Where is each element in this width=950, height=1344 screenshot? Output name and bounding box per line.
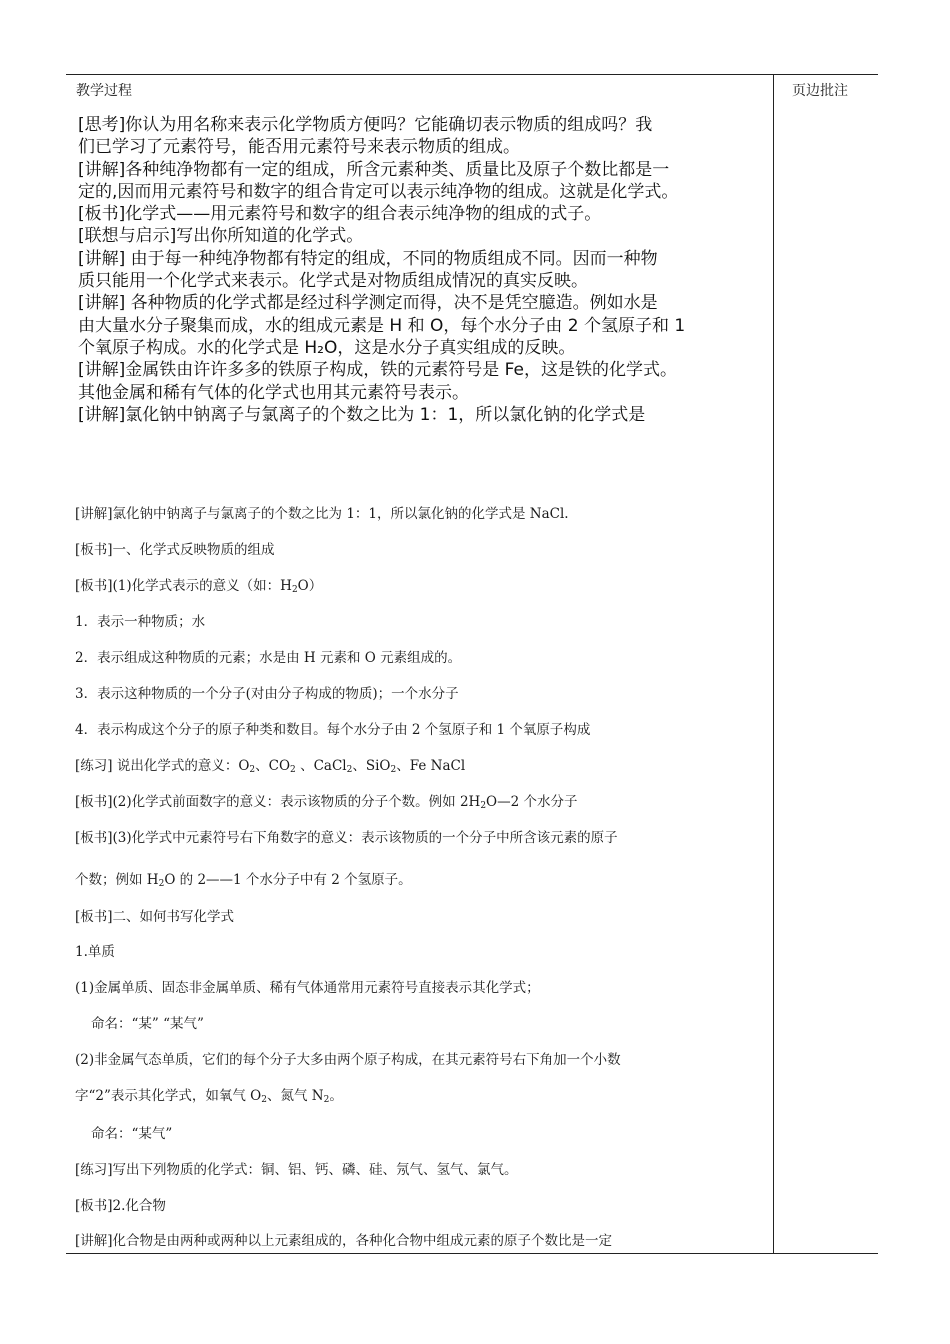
scanned-line: 个氧原子构成。水的化学式是 H₂O，这是水分子真实组成的反映。 <box>78 337 576 358</box>
body-line: 1．表示一种物质；水 <box>75 614 206 630</box>
scanned-line: [讲解]金属铁由许许多多的铁原子构成，铁的元素符号是 Fe，这是铁的化学式。 <box>78 360 677 381</box>
body-line: [板书]二、如何书写化学式 <box>75 909 235 925</box>
scanned-line: 其他金属和稀有气体的化学式也用其元素符号表示。 <box>78 382 469 403</box>
body-line: 4．表示构成这个分子的原子种类和数目。每个水分子由 2 个氢原子和 1 个氧原子构成 <box>75 722 591 738</box>
body-line: 2．表示组成这种物质的元素；水是由 H 元素和 O 元素组成的。 <box>75 650 462 666</box>
scanned-line: [讲解]氯化钠中钠离子与氯离子的个数之比为 1：1，所以氯化钠的化学式是 <box>78 404 646 425</box>
body-line: (1)金属单质、固态非金属单质、稀有气体通常用元素符号直接表示其化学式； <box>75 980 540 996</box>
body-line: 1.单质 <box>75 944 115 960</box>
body-line: [板书]一、化学式反映物质的组成 <box>75 542 275 558</box>
body-line: 命名：“某” “某气” <box>91 1016 204 1032</box>
scanned-line: 定的,因而用元素符号和数字的组合肯定可以表示纯净物的组成。这就是化学式。 <box>78 181 679 202</box>
scanned-text-block <box>78 114 768 426</box>
body-line: [板书](1)化学式表示的意义（如：$H_2O$） <box>75 578 323 595</box>
body-line: [讲解]化合物是由两种或两种以上元素组成的，各种化合物中组成元素的原子个数比是一定 <box>75 1233 613 1249</box>
body-line: [练习]写出下列物质的化学式：铜、铝、钙、磷、硅、氖气、氢气、氯气。 <box>75 1162 518 1178</box>
body-line: [板书](3)化学式中元素符号右下角数字的意义：表示该物质的一个分子中所含该元素的原子 <box>75 830 618 846</box>
body-line: [板书](2)化学式前面数字的意义：表示该物质的分子个数。例如 $2H_2O—2$ 个水分子 <box>75 794 578 811</box>
column-header-teaching-process: 教学过程 <box>76 83 132 99</box>
scanned-line: [思考]你认为用名称来表示化学物质方便吗？它能确切表示物质的组成吗？我 <box>78 115 653 135</box>
column-divider <box>773 74 774 1254</box>
column-header-margin-notes: 页边批注 <box>792 83 848 99</box>
body-line: 命名：“某气” <box>91 1126 173 1142</box>
body-line: [板书]2.化合物 <box>75 1198 166 1214</box>
scanned-line: [讲解]各种纯净物都有一定的组成，所含元素种类、质量比及原子个数比都是一 <box>78 159 670 180</box>
body-line: 个数；例如 $H_2O$ 的 2——1 个水分子中有 2 个氢原子。 <box>75 872 412 889</box>
scanned-line: 们已学习了元素符号，能否用元素符号来表示物质的组成。 <box>78 137 520 158</box>
table-bottom-rule <box>66 1253 878 1254</box>
body-line: (2)非金属气态单质，它们的每个分子大多由两个原子构成，在其元素符号右下角加一个小数 <box>75 1052 621 1068</box>
scanned-line: 质只能用一个化学式来表示。化学式是对物质组成情况的真实反映。 <box>78 271 588 292</box>
scanned-line: [讲解] 由于每一种纯净物都有特定的组成，不同的物质组成不同。因而一种物 <box>78 248 658 269</box>
body-line: [讲解]氯化钠中钠离子与氯离子的个数之比为 1：1，所以氯化钠的化学式是 NaCl. <box>75 506 569 522</box>
table-top-rule <box>66 74 878 75</box>
scanned-line: 由大量水分子聚集而成，水的组成元素是 H 和 O，每个水分子由 2 个氢原子和 1 <box>78 315 686 336</box>
body-line: [练习] 说出化学式的意义：$O_2$、$CO_2$ 、CaCl$_2$、SiO$_2$、Fe NaCl <box>75 758 466 775</box>
scanned-line: [讲解] 各种物质的化学式都是经过科学测定而得，决不是凭空臆造。例如水是 <box>78 293 658 314</box>
body-line: 字“2”表示其化学式，如氧气 $O_2$、氮气 $N_2$。 <box>75 1088 343 1105</box>
scanned-line: [联想与启示]写出你所知道的化学式。 <box>78 226 364 247</box>
scanned-line: [板书]化学式——用元素符号和数字的组合表示纯净物的组成的式子。 <box>78 204 602 225</box>
body-line: 3．表示这种物质的一个分子(对由分子构成的物质)；一个水分子 <box>75 686 459 702</box>
